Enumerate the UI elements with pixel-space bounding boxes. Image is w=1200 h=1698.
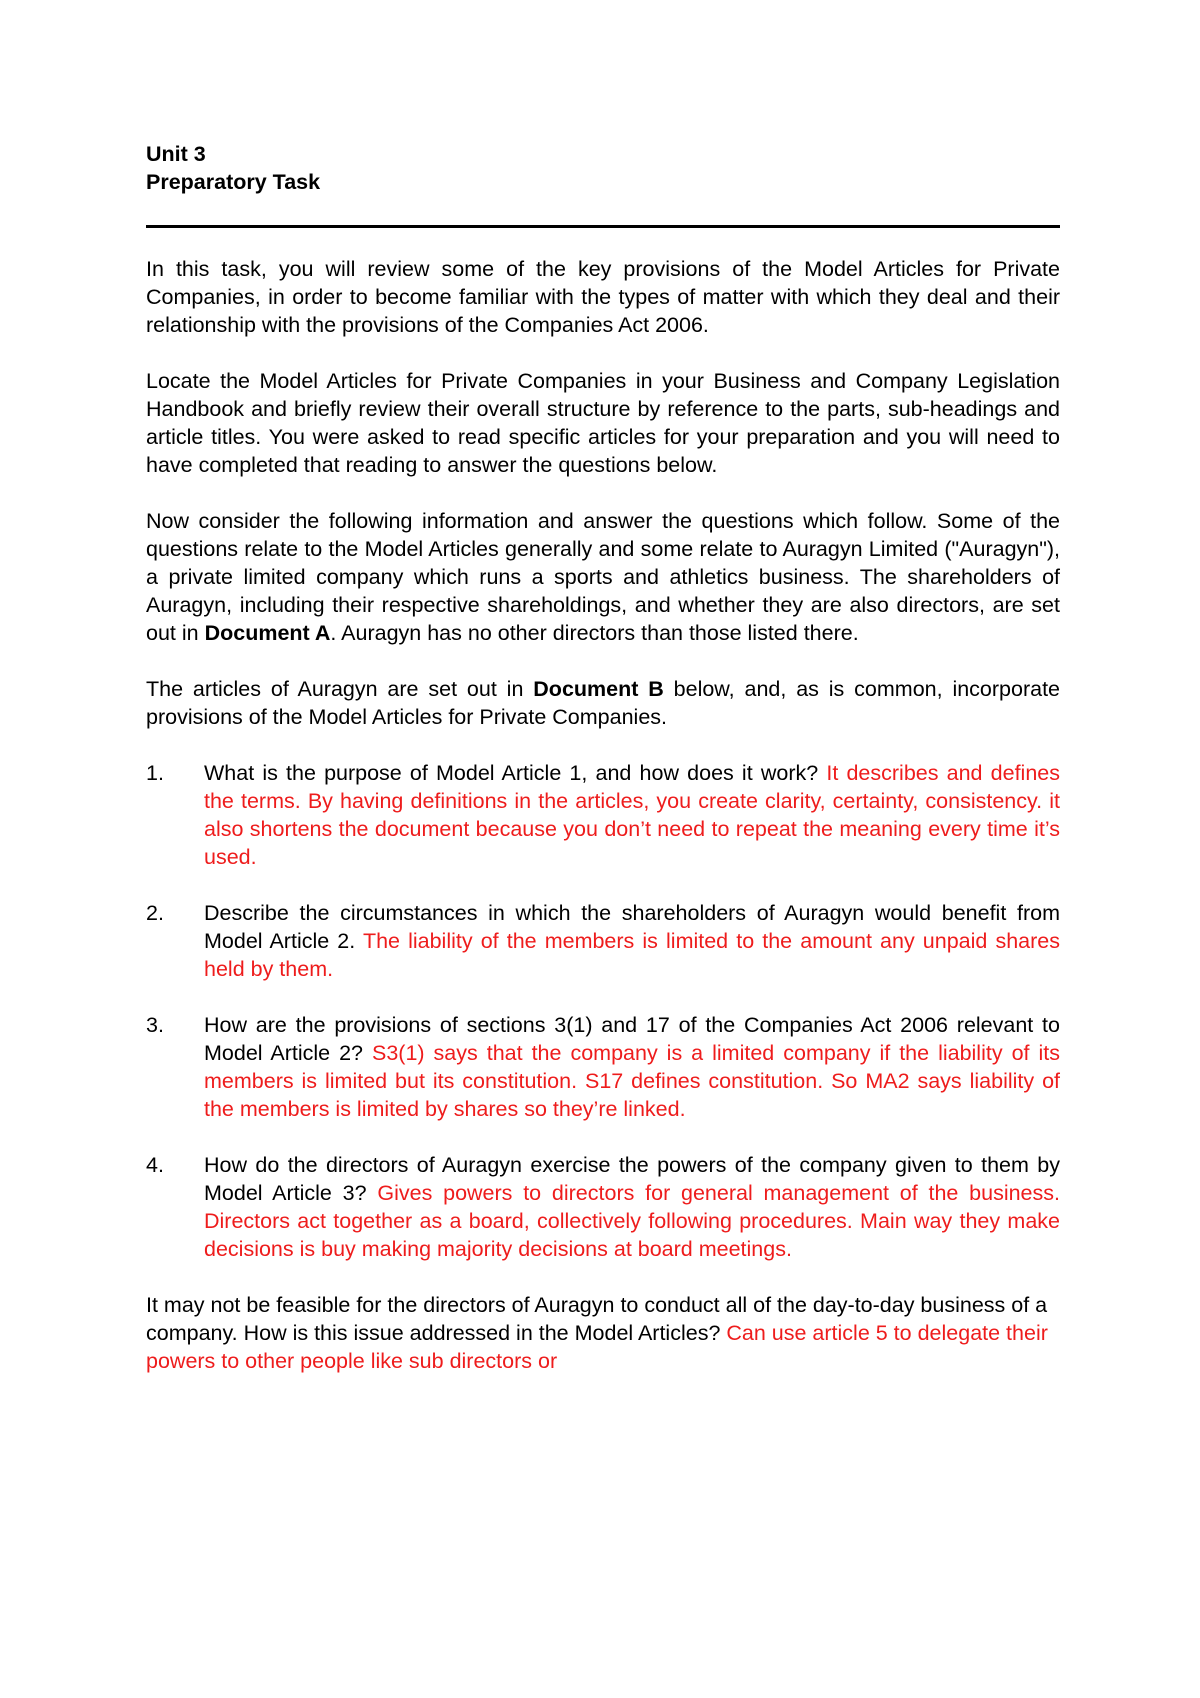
answer-text: The liability of the members is limited to the amount any unpaid shares held by them. bbox=[204, 929, 1060, 981]
heading-divider bbox=[146, 225, 1060, 228]
question-text: How do the directors of Auragyn exercise the powers of the company given to them by Model Article 3? bbox=[204, 1153, 1060, 1205]
question-text: Describe the circumstances in which the shareholders of Auragyn would benefit from Model Article 2. bbox=[204, 901, 1060, 953]
question-item bbox=[146, 1151, 1060, 1263]
context-paragraph bbox=[146, 507, 1060, 647]
question-number: 3. bbox=[146, 1013, 164, 1037]
question-body bbox=[204, 1011, 1060, 1123]
context-text-start: Now consider the following information and answer the questions which follow. Some of the questions relate to the Model Articles generally and some relate to Auragyn Limited ("Auragyn"), a private limited company which runs a sports and athletics business. The shareholders of Auragyn, including their respective shareholdings, and whether they are also directors, are set out in bbox=[146, 509, 1060, 645]
question-text: How are the provisions of sections 3(1) and 17 of the Companies Act 2006 relevant to Model Article 2? bbox=[204, 1013, 1060, 1065]
locate-paragraph: Locate the Model Articles for Private Companies in your Business and Company Legislation Handbook and briefly review their overall structure by reference to the parts, sub-headings and article titles. You were asked to read specific articles for your preparation and you will need to have completed that reading to answer the questions below. bbox=[146, 369, 1060, 477]
question-number: 4. bbox=[146, 1153, 164, 1177]
intro-paragraph: In this task, you will review some of the key provisions of the Model Articles for Private Companies, in order to become familiar with the types of matter with which they deal and their relationship with the provisions of the Companies Act 2006. bbox=[146, 257, 1060, 337]
question-list bbox=[146, 759, 1060, 1263]
question-body bbox=[204, 759, 1060, 871]
question-item bbox=[146, 899, 1060, 983]
articles-paragraph bbox=[146, 675, 1060, 731]
unit-heading: Unit 3 bbox=[146, 142, 206, 166]
closing-answer: Can use article 5 to delegate their powers to other people like sub directors or bbox=[146, 1321, 1048, 1373]
task-heading: Preparatory Task bbox=[146, 170, 321, 194]
articles-text-end: below, and, as is common, incorporate provisions of the Model Articles for Private Companies. bbox=[146, 677, 1061, 729]
question-body bbox=[204, 1151, 1060, 1263]
document-a-reference: Document A bbox=[204, 621, 331, 645]
document-page bbox=[146, 140, 1060, 1403]
answer-text: Gives powers to directors for general management of the business. Directors act together as a board, collectively following procedures. Main way they make decisions is buy making majority decisions at board meetings. bbox=[204, 1181, 1060, 1261]
question-text: What is the purpose of Model Article 1, and how does it work? bbox=[204, 761, 827, 785]
question-number: 2. bbox=[146, 901, 164, 925]
question-number: 1. bbox=[146, 761, 164, 785]
question-item bbox=[146, 1011, 1060, 1123]
closing-paragraph bbox=[146, 1291, 1060, 1375]
articles-text-start: The articles of Auragyn are set out in bbox=[146, 677, 534, 701]
context-text-end: . Auragyn has no other directors than those listed there. bbox=[330, 621, 859, 645]
question-item bbox=[146, 759, 1060, 871]
answer-text: S3(1) says that the company is a limited company if the liability of its members is limited but its constitution. S17 defines constitution. So MA2 says liability of the members is limited by shares so they’re linked. bbox=[204, 1041, 1060, 1121]
document-b-reference: Document B bbox=[533, 677, 664, 701]
answer-text: It describes and defines the terms. By having definitions in the articles, you create clarity, certainty, consistency. it also shortens the document because you don’t need to repeat the meaning every time it’s used. bbox=[204, 761, 1060, 869]
question-body bbox=[204, 899, 1060, 983]
closing-question: It may not be feasible for the directors of Auragyn to conduct all of the day-to-day business of a company. How is this issue addressed in the Model Articles? bbox=[146, 1293, 1048, 1345]
